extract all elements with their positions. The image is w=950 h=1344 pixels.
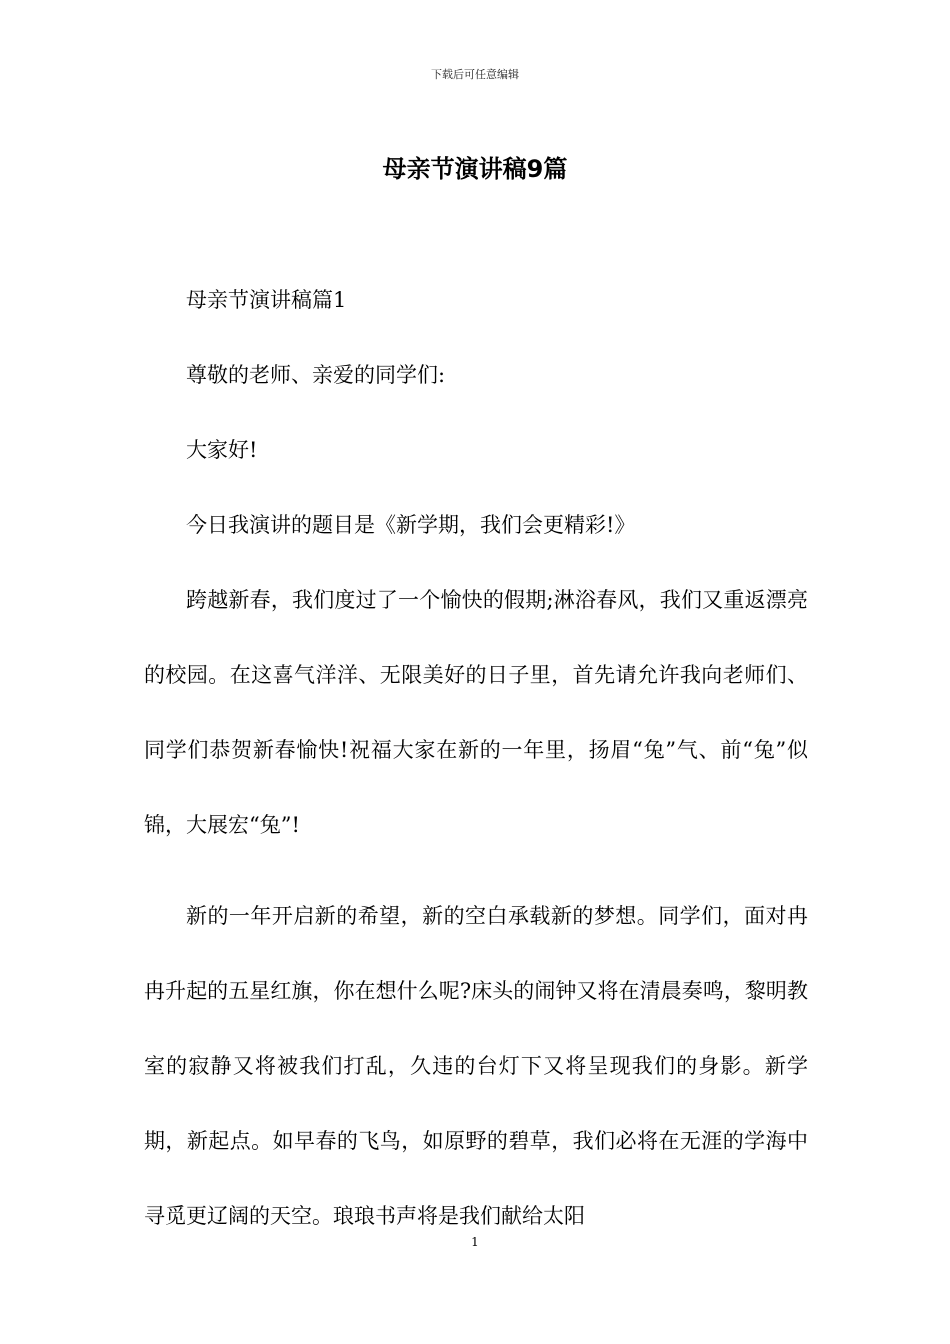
body-paragraph-2: 新的一年开启新的希望，新的空白承载新的梦想。同学们，面对冉冉升起的五星红旗，你在想什么呢?床头的闹钟又将在清晨奏鸣，黎明教室的寂静又将被我们打乱，久违的台灯下又将呈现我们的身影。新学期，新起点。如早春的飞鸟，如原野的碧草，我们必将在无涯的学海中寻觅更辽阔的天空。琅琅书声将是我们献给太阳	[144, 904, 808, 1228]
salutation: 尊敬的老师、亲爱的同学们:	[186, 363, 446, 387]
section-heading: 母亲节演讲稿篇1	[186, 288, 347, 312]
greeting: 大家好!	[186, 438, 258, 462]
header-note: 下载后可任意编辑	[431, 68, 519, 81]
document-title: 母亲节演讲稿9篇	[382, 155, 568, 183]
body-paragraph-1: 跨越新春，我们度过了一个愉快的假期;淋浴春风，我们又重返漂亮的校园。在这喜气洋洋、无限美好的日子里，首先请允许我向老师们、同学们恭贺新春愉快!祝福大家在新的一年里，扬眉“兔”气、前“兔”似锦，大展宏“兔”!	[144, 588, 808, 837]
document-body	[144, 279, 808, 1286]
page-number: 1	[471, 1235, 479, 1249]
speech-topic: 今日我演讲的题目是《新学期，我们会更精彩!》	[186, 513, 636, 537]
